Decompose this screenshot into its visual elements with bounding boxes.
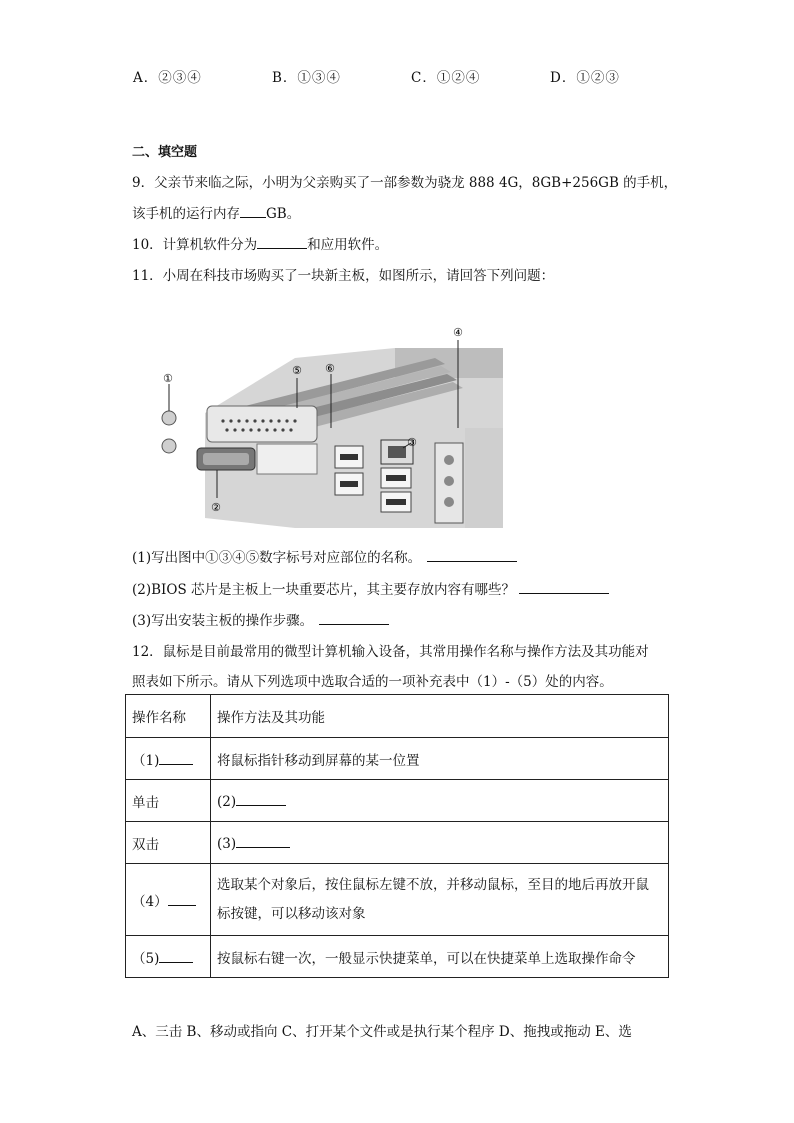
table-row	[126, 738, 669, 780]
row1-blank[interactable]	[159, 751, 193, 765]
motherboard-figure	[145, 318, 515, 533]
q9-line2	[132, 202, 300, 222]
q11-sub1-text: (1)写出图中①③④⑤数字标号对应部位的名称。	[132, 550, 422, 566]
table-row	[126, 780, 669, 822]
q9-line2-pre: 该手机的运行内存	[132, 206, 240, 222]
row5-name: （5)	[132, 950, 160, 967]
ps2-port-top	[162, 411, 176, 425]
q10-line	[132, 233, 388, 253]
table-cell-desc	[211, 822, 669, 864]
q11-sub3-blank[interactable]	[319, 611, 389, 625]
q11-sub3	[132, 609, 389, 629]
q10-post: 和应用软件。	[307, 237, 389, 253]
table-cell-desc	[211, 864, 669, 936]
q12-line1: 12．鼠标是目前最常用的微型计算机输入设备，其常用操作名称与操作方法及其功能对	[132, 644, 649, 660]
table-cell-name	[126, 936, 211, 978]
mouse-operations-table	[125, 694, 669, 978]
row3-desc: (3)	[217, 835, 237, 852]
figure-mark-5: ⑤	[292, 364, 302, 377]
option-d: D．①②③	[550, 70, 620, 86]
row2-blank[interactable]	[236, 792, 286, 806]
table-cell-desc: 将鼠标指针移动到屏幕的某一位置	[211, 738, 669, 780]
table-cell-name	[126, 738, 211, 780]
q11-sub2-blank[interactable]	[519, 580, 609, 594]
table-row	[126, 936, 669, 978]
q11-sub3-text: (3)写出安装主板的操作步骤。	[132, 613, 314, 629]
q12-line2: 照表如下所示。请从下列选项中选取合适的一项补充表中（1）-（5）处的内容。	[132, 674, 613, 690]
q10-pre: 10．计算机软件分为	[132, 237, 258, 253]
table-row	[126, 822, 669, 864]
row1-name: （1)	[132, 752, 160, 769]
row2-desc: (2)	[217, 793, 237, 810]
row4-desc-line2: 标按键，可以移动该对象	[217, 905, 366, 922]
row5-blank[interactable]	[159, 949, 193, 963]
table-header-name: 操作名称	[126, 695, 211, 738]
q11-sub2-text: (2)BIOS 芯片是主板上一块重要芯片，其主要存放内容有哪些？	[132, 582, 515, 598]
q11-sub2	[132, 578, 609, 598]
parallel-port	[207, 406, 317, 442]
q12-choices: A、三击 B、移动或指向 C、打开某个文件或是执行某个程序 D、拖拽或拖动 E、选	[132, 1024, 632, 1040]
option-a: A．②③④	[133, 70, 202, 86]
q9-line1: 9．父亲节来临之际，小明为父亲购买了一部参数为骁龙 888 4G，8GB+256GB 的手机，	[132, 175, 678, 191]
figure-mark-4: ④	[453, 326, 463, 339]
section-title: 二、填空题	[132, 145, 198, 160]
q9-line2-post: GB。	[266, 206, 301, 222]
table-cell-desc	[211, 780, 669, 822]
figure-mark-6: ⑥	[325, 362, 335, 375]
row3-blank[interactable]	[236, 834, 290, 848]
q10-blank[interactable]	[257, 235, 307, 249]
row4-desc-line1: 选取某个对象后，按住鼠标左键不放，并移动鼠标，至目的地后再放开鼠	[217, 876, 649, 893]
table-header-desc: 操作方法及其功能	[211, 695, 669, 738]
figure-mark-3: ③	[407, 436, 417, 449]
table-row	[126, 864, 669, 936]
table-cell-desc: 按鼠标右键一次，一般显示快捷菜单，可以在快捷菜单上选取操作命令	[211, 936, 669, 978]
option-b: B．①③④	[272, 70, 341, 86]
row4-blank[interactable]	[168, 892, 196, 906]
option-c: C．①②④	[411, 70, 481, 86]
q11-sub1	[132, 546, 517, 566]
row4-name: （4）	[132, 893, 168, 910]
table-cell-name	[126, 864, 211, 936]
q11-stem: 11．小周在科技市场购买了一块新主板，如图所示，请回答下列问题：	[132, 268, 555, 284]
figure-mark-2: ②	[211, 501, 221, 514]
figure-mark-1: ①	[163, 372, 173, 385]
table-header-row	[126, 695, 669, 738]
table-cell-name: 单击	[126, 780, 211, 822]
table-cell-name: 双击	[126, 822, 211, 864]
ps2-port-bottom	[162, 439, 176, 453]
q11-sub1-blank[interactable]	[427, 548, 517, 562]
q9-blank[interactable]	[240, 204, 266, 218]
